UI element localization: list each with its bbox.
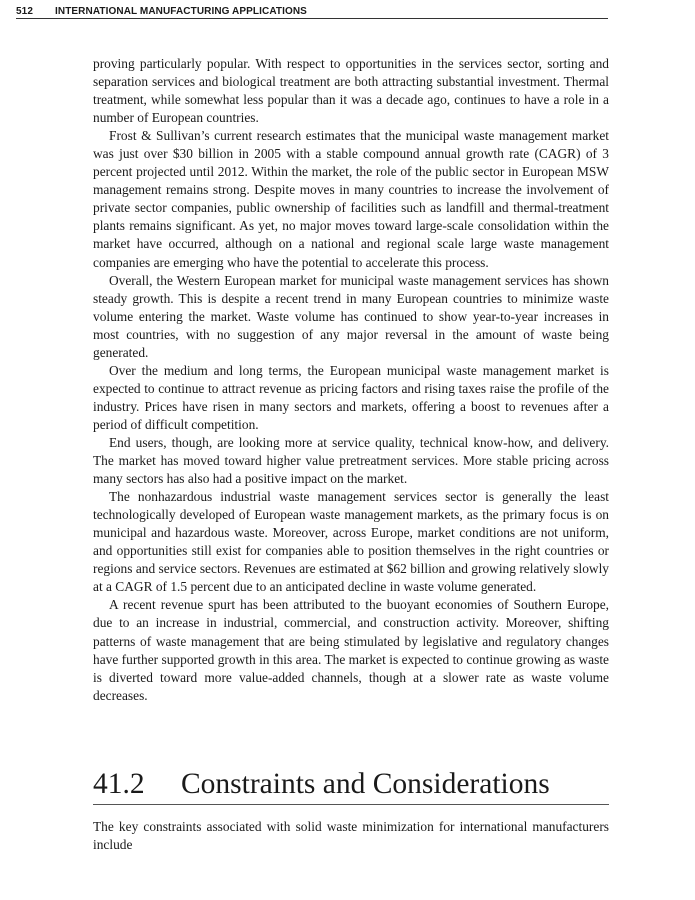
paragraph: A recent revenue spurt has been attributed to the buoyant economies of Southern Europe, due to an increase in industrial, commercial, and construction activity. Moreover, shifting patterns of waste management that are being stimulated by legislative and regulatory changes have further supported growth in this area. The market is expected to continue growing as waste is diverted toward more value-added channels, though at a slower rate as waste volume decreases. xyxy=(93,597,609,703)
body-text xyxy=(93,55,609,705)
running-title: INTERNATIONAL MANUFACTURING APPLICATIONS xyxy=(55,6,307,17)
page-number: 512 xyxy=(16,6,33,17)
paragraph: proving particularly popular. With respect to opportunities in the services sector, sorting and separation services and biological treatment are both attracting substantial investment. Thermal treatment, while somewhat less popular than it was a decade ago, continues to have a role in a number of European countries. xyxy=(93,56,609,126)
paragraph: Frost & Sullivan’s current research estimates that the municipal waste management market was just over $30 billion in 2005 with a stable compound annual growth rate (CAGR) of 3 percent projected until 2012. Within the market, the role of the public sector in European MSW management remains strong. Despite moves in many countries to increase the involvement of private sector companies, public ownership of facilities such as landfill and thermal-treatment plants remains significant. As yet, no major moves toward large-scale consolidation within the market have occurred, although on a national and regional scale large waste management companies are emerging who have the potential to accelerate this process. xyxy=(93,128,609,270)
section-heading xyxy=(93,766,609,805)
section-number: 41.2 xyxy=(93,768,145,800)
paragraph: The nonhazardous industrial waste management services sector is generally the least technologically developed of European waste management markets, as the primary focus is on municipal and hazardous waste. Moreover, across Europe, market conditions are not uniform, and opportunities still exist for companies able to position themselves in the right countries or regions and service sectors. Revenues are estimated at $62 billion and growing relatively slowly at a CAGR of 1.5 percent due to an anticipated decline in waste volume generated. xyxy=(93,489,609,595)
running-header xyxy=(16,5,608,19)
paragraph: The key constraints associated with solid waste minimization for international manufacturers include xyxy=(93,819,609,853)
paragraph: End users, though, are looking more at service quality, technical know-how, and delivery. The market has moved toward higher value pretreatment services. More stable pricing across many sectors has also had a positive impact on the market. xyxy=(93,434,609,487)
section-title: Constraints and Considerations xyxy=(181,768,550,800)
section-intro xyxy=(93,818,609,854)
paragraph: Overall, the Western European market for municipal waste management services has shown steady growth. This is despite a recent trend in many European countries to minimize waste volume entering the market. Waste volume has continued to show year-to-year increases in most countries, with no suggestion of any major reversal in the amount of waste being generated. xyxy=(93,272,609,360)
paragraph: Over the medium and long terms, the European municipal waste management market is expected to continue to attract revenue as pricing factors and rising taxes raise the profile of the industry. Prices have risen in many sectors and markets, offering a boost to revenues after a period of difficult competition. xyxy=(93,362,609,432)
